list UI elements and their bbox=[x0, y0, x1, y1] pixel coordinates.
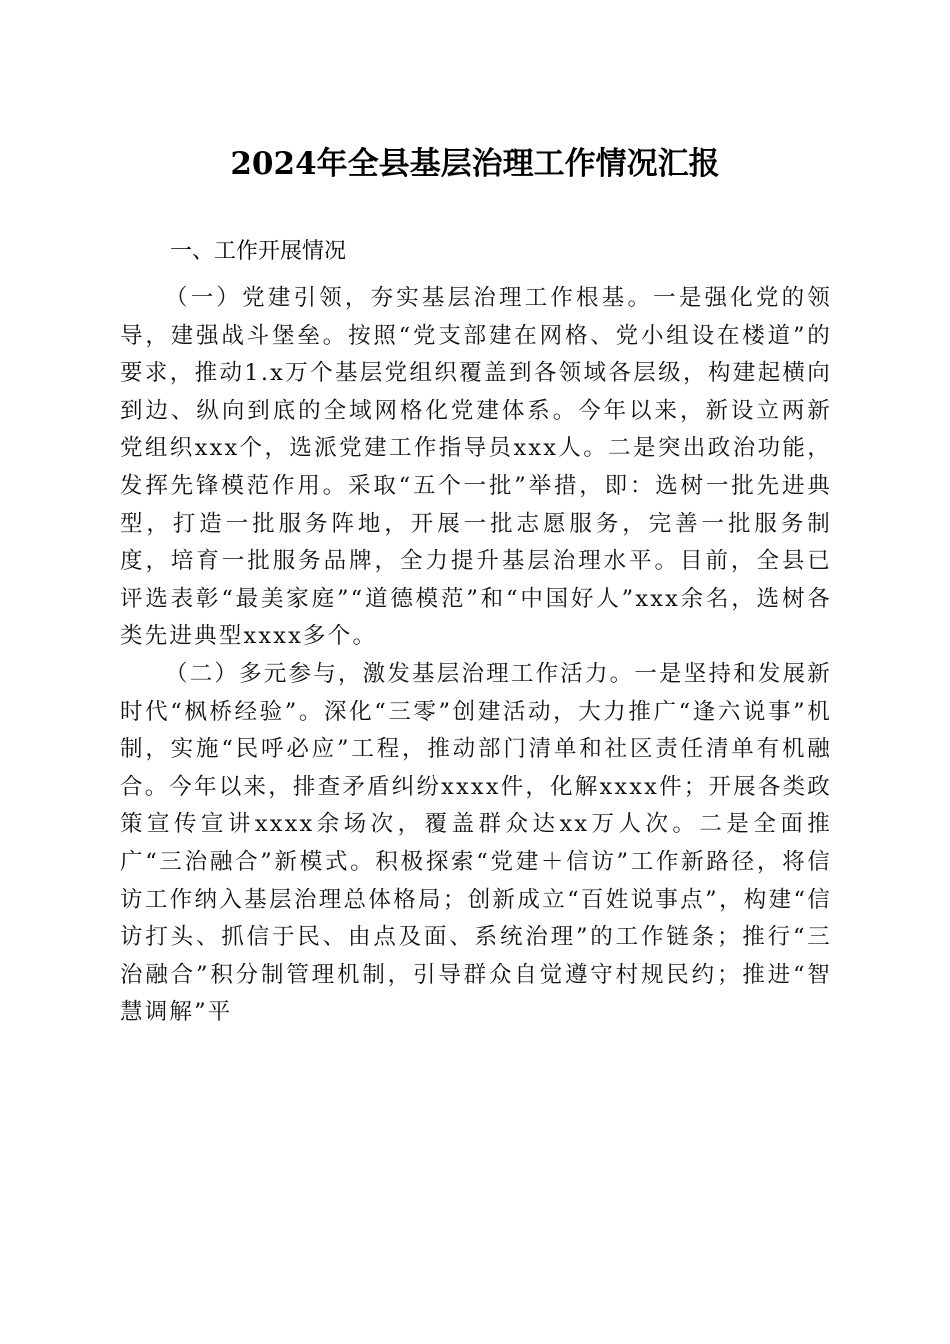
document-body bbox=[120, 280, 832, 1032]
section-heading: 一、工作开展情况 bbox=[170, 239, 347, 264]
paragraph-2-lead: （二）多元参与，激发基层治理工作活力。 bbox=[165, 660, 635, 687]
paragraph-1-text: 一是强化党的领导，建强战斗堡垒。按照“党支部建在网格、党小组设在楼道”的要求，推动1.x万个基层党组织覆盖到各领域各层级，构建起横向到边、纵向到底的全域网格化党建体系。今年以来，新设立两新党组织xxx个，选派党建工作指导员xxx人。二是突出政治功能，发挥先锋模范作用。采取“五个一批”举措，即：选树一批先进典型，打造一批服务阵地，开展一批志愿服务，完善一批服务制度，培育一批服务品牌，全力提升基层治理水平。目前，全县已评选表彰“最美家庭”“道德模范”和“中国好人”xxx余名，选树各类先进典型xxxx多个。 bbox=[120, 285, 832, 650]
paragraph-2 bbox=[120, 656, 832, 1032]
paragraph-1 bbox=[120, 280, 832, 656]
paragraph-2-text: 一是坚持和发展新时代“枫桥经验”。深化“三零”创建活动，大力推广“逢六说事”机制，实施“民呼必应”工程，推动部门清单和社区责任清单有机融合。今年以来，排查矛盾纠纷xxxx件，化解xxxx件；开展各类政策宣传宣讲xxxx余场次，覆盖群众达xx万人次。二是全面推广“三治融合”新模式。积极探索“党建＋信访”工作新路径，将信访工作纳入基层治理总体格局；创新成立“百姓说事点”，构建“信访打头、抓信于民、由点及面、系统治理”的工作链条；推行“三治融合”积分制管理机制，引导群众自觉遵守村规民约；推进“智慧调解”平 bbox=[120, 660, 832, 1026]
paragraph-1-lead: （一）党建引领，夯实基层治理工作根基。 bbox=[165, 285, 654, 311]
document-title: 2024年全县基层治理工作情况汇报 bbox=[230, 146, 720, 182]
